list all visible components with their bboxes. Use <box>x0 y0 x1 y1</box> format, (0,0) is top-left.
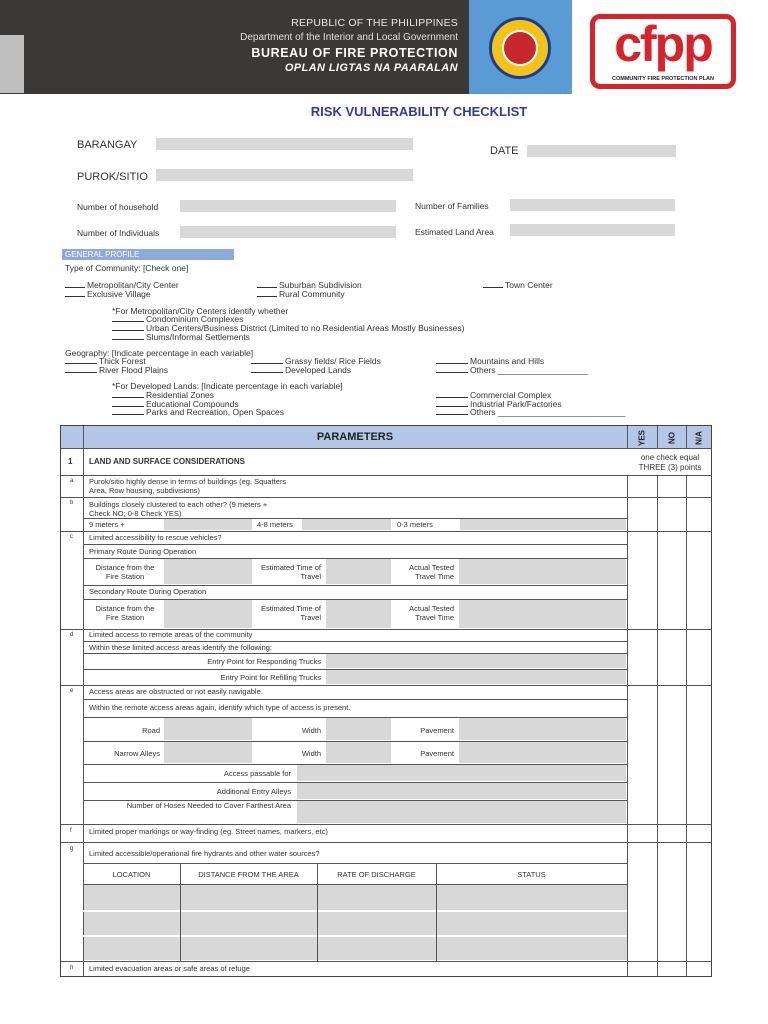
e-hoses-label: Number of Hoses Needed to Cover Farthest Area <box>126 801 291 810</box>
e-width-label: Width <box>301 726 321 735</box>
bfp-seal-icon <box>489 17 551 79</box>
geo-option[interactable]: Grassy fields/ Rice Fields <box>251 357 381 366</box>
logo-subtitle: COMMUNITY FIRE PROTECTION PLAN <box>612 76 714 82</box>
e-fill[interactable] <box>459 718 626 740</box>
row-b-text: Buildings closely clustered to each other? (9 meters + Check NO; 0-8 Check YES) <box>89 500 268 518</box>
parameters-header: PARAMETERS <box>83 426 627 449</box>
type-prompt: Type of Community: [Check one] <box>65 263 189 273</box>
geo-option[interactable]: Thick Forest <box>65 357 146 366</box>
e-road-label: Road <box>142 726 160 735</box>
g-col-header: STATUS <box>517 870 546 879</box>
dev-option[interactable]: Others ___________________________ <box>436 408 626 417</box>
date-label: DATE <box>490 145 519 157</box>
geo-option[interactable]: Developed Lands <box>251 366 351 375</box>
na-header: N/A <box>686 426 711 449</box>
row-letter: d <box>70 632 74 638</box>
metro-option[interactable]: Condominium Complexes <box>112 315 243 324</box>
households-label: Number of household <box>77 202 159 212</box>
d-fill[interactable] <box>326 654 626 668</box>
c-est-label: Estimated Time of Travel <box>260 604 321 622</box>
row-e-text: Access areas are obstructed or not easily navigable. <box>89 687 263 696</box>
type-option[interactable]: Exclusive Village <box>65 290 151 299</box>
b-fill[interactable] <box>164 519 252 530</box>
e-pass-label: Access passable for <box>223 769 291 778</box>
header-text <box>240 17 458 74</box>
cfpp-logo <box>590 14 736 89</box>
c-act-label: Actual Tested Travel Time <box>409 563 454 581</box>
section1-note: one check equal THREE (3) points <box>638 453 702 472</box>
row-a-text: Purok/sitio highly dense in terms of buildings (eg. Squatters Area, Row housing, subdivisions) <box>89 477 287 495</box>
families-label: Number of Families <box>415 201 489 211</box>
d-entry-label: Entry Point for Responding Trucks <box>207 657 321 666</box>
b-option: 0-3 meters <box>397 520 433 529</box>
barangay-field[interactable] <box>156 138 413 150</box>
b-fill[interactable] <box>302 519 391 530</box>
c-secondary-label: Secondary Route During Operation <box>89 587 207 596</box>
d-sub-label: Within these limited access areas identify the following: <box>89 643 273 652</box>
dev-option[interactable]: Industrial Park/Factories <box>436 400 562 409</box>
parameters-table <box>60 425 712 977</box>
row-h-text: Limited evacuation areas or safe areas of refuge <box>89 964 250 973</box>
e-sub-label: Within the remote access areas again, identify which type of access is present. <box>89 703 351 712</box>
dev-option[interactable]: Educational Compounds <box>112 400 239 409</box>
date-field[interactable] <box>527 145 676 157</box>
header-line3: BUREAU OF FIRE PROTECTION <box>251 46 458 60</box>
page-title: RISK VULNERABILITY CHECKLIST <box>310 104 528 119</box>
b-fill[interactable] <box>460 519 626 530</box>
c-fill[interactable] <box>459 600 626 628</box>
geo-option[interactable]: Mountains and Hills <box>436 357 544 366</box>
purok-label: PUROK/SITIO <box>77 171 148 183</box>
e-alleys-label: Narrow Alleys <box>114 749 160 758</box>
c-fill[interactable] <box>326 559 391 584</box>
type-option[interactable]: Town Center <box>483 281 553 290</box>
b-option: 4-8 meters <box>257 520 293 529</box>
c-fill[interactable] <box>459 559 626 584</box>
purok-field[interactable] <box>156 169 413 181</box>
logo-word: cfpp <box>614 16 712 72</box>
g-col-header: LOCATION <box>112 870 151 879</box>
e-fill[interactable] <box>459 742 626 763</box>
header-line4: OPLAN LIGTAS NA PAARALAN <box>284 62 458 74</box>
c-act-label: Actual Tested Travel Time <box>409 604 454 622</box>
row-letter: h <box>70 965 74 971</box>
general-profile-heading: GENERAL PROFILE <box>62 249 234 260</box>
row-c-text: Limited accessibility to rescue vehicles? <box>89 533 222 542</box>
e-fill[interactable] <box>164 742 252 763</box>
c-dist-label: Distance from the Fire Station <box>95 563 155 581</box>
type-option[interactable]: Metropolitan/City Center <box>65 281 179 290</box>
header-stripe <box>0 35 24 93</box>
d-entry-label: Entry Point for Refilling Trucks <box>220 673 321 682</box>
families-field[interactable] <box>510 199 675 211</box>
e-add-label: Additional Entry Alleys <box>216 787 291 796</box>
e-fill[interactable] <box>164 718 252 740</box>
c-est-label: Estimated Time of Travel <box>260 563 321 581</box>
households-field[interactable] <box>180 200 396 212</box>
dev-note: *For Developed Lands: [Indicate percentage in each variable] <box>112 381 343 391</box>
dev-option[interactable]: Commercial Complex <box>436 391 551 400</box>
yes-header: YES <box>627 426 657 449</box>
c-fill[interactable] <box>164 559 252 584</box>
e-pave-label: Pavement <box>420 749 454 758</box>
section1-title: LAND AND SURFACE CONSIDERATIONS <box>89 457 246 466</box>
metro-note: *For Metropolitan/City Centers identify whether <box>112 306 289 316</box>
g-col-header: RATE OF DISCHARGE <box>337 870 416 879</box>
header-line1: REPUBLIC OF THE PHILIPPINES <box>291 17 458 29</box>
g-fill[interactable] <box>84 885 627 960</box>
row-f-text: Limited proper markings or way-finding (eg. Street names, markers, etc) <box>89 827 328 836</box>
metro-option[interactable]: Slums/Informal Settlements <box>112 333 250 342</box>
individuals-label: Number of Individuals <box>77 228 160 238</box>
geo-option[interactable]: River Flood Plains <box>65 366 168 375</box>
header-line2: Department of the Interior and Local Government <box>240 32 458 43</box>
row-letter: f <box>70 828 72 834</box>
c-dist-label: Distance from the Fire Station <box>95 604 155 622</box>
row-d-text: Limited access to remote areas of the community <box>89 630 253 639</box>
table-header-num <box>61 426 83 449</box>
row-letter: a <box>70 478 74 484</box>
barangay-label: BARANGAY <box>77 139 138 151</box>
e-fill[interactable] <box>297 801 626 823</box>
land-area-label: Estimated Land Area <box>415 227 494 237</box>
row-letter: e <box>70 688 74 694</box>
land-area-field[interactable] <box>510 224 675 236</box>
dev-option[interactable]: Parks and Recreation, Open Spaces <box>112 408 284 417</box>
section1-number: 1 <box>68 457 73 466</box>
c-primary-label: Primary Route During Operation <box>89 547 197 556</box>
e-fill[interactable] <box>326 742 391 763</box>
type-option[interactable]: Suburban Subdivision <box>257 281 362 290</box>
individuals-field[interactable] <box>180 226 396 238</box>
row-letter: g <box>70 846 74 852</box>
g-col-header: DISTANCE FROM THE AREA <box>198 870 299 879</box>
c-fill[interactable] <box>326 600 391 628</box>
geo-prompt: Geography: [Indicate percentage in each variable] <box>65 348 254 358</box>
e-width-label: Width <box>301 749 321 758</box>
row-letter: b <box>70 500 74 506</box>
row-g-text: Limited accessible/operational fire hydrants and other water sources? <box>89 849 320 858</box>
e-fill[interactable] <box>326 718 391 740</box>
metro-option[interactable]: Urban Centers/Business District (Limited to no Residential Areas Mostly Businesses) <box>112 324 464 333</box>
no-header: NO <box>657 426 686 449</box>
d-fill[interactable] <box>326 670 626 684</box>
e-fill[interactable] <box>297 765 626 781</box>
e-fill[interactable] <box>297 783 626 799</box>
row-letter: c <box>70 534 73 540</box>
geo-option[interactable]: Others ___________________ <box>436 366 588 375</box>
type-option[interactable]: Rural Community <box>257 290 345 299</box>
e-pave-label: Pavement <box>420 726 454 735</box>
c-fill[interactable] <box>164 600 252 628</box>
b-option: 9 meters + <box>89 520 125 529</box>
dev-option[interactable]: Residential Zones <box>112 391 214 400</box>
